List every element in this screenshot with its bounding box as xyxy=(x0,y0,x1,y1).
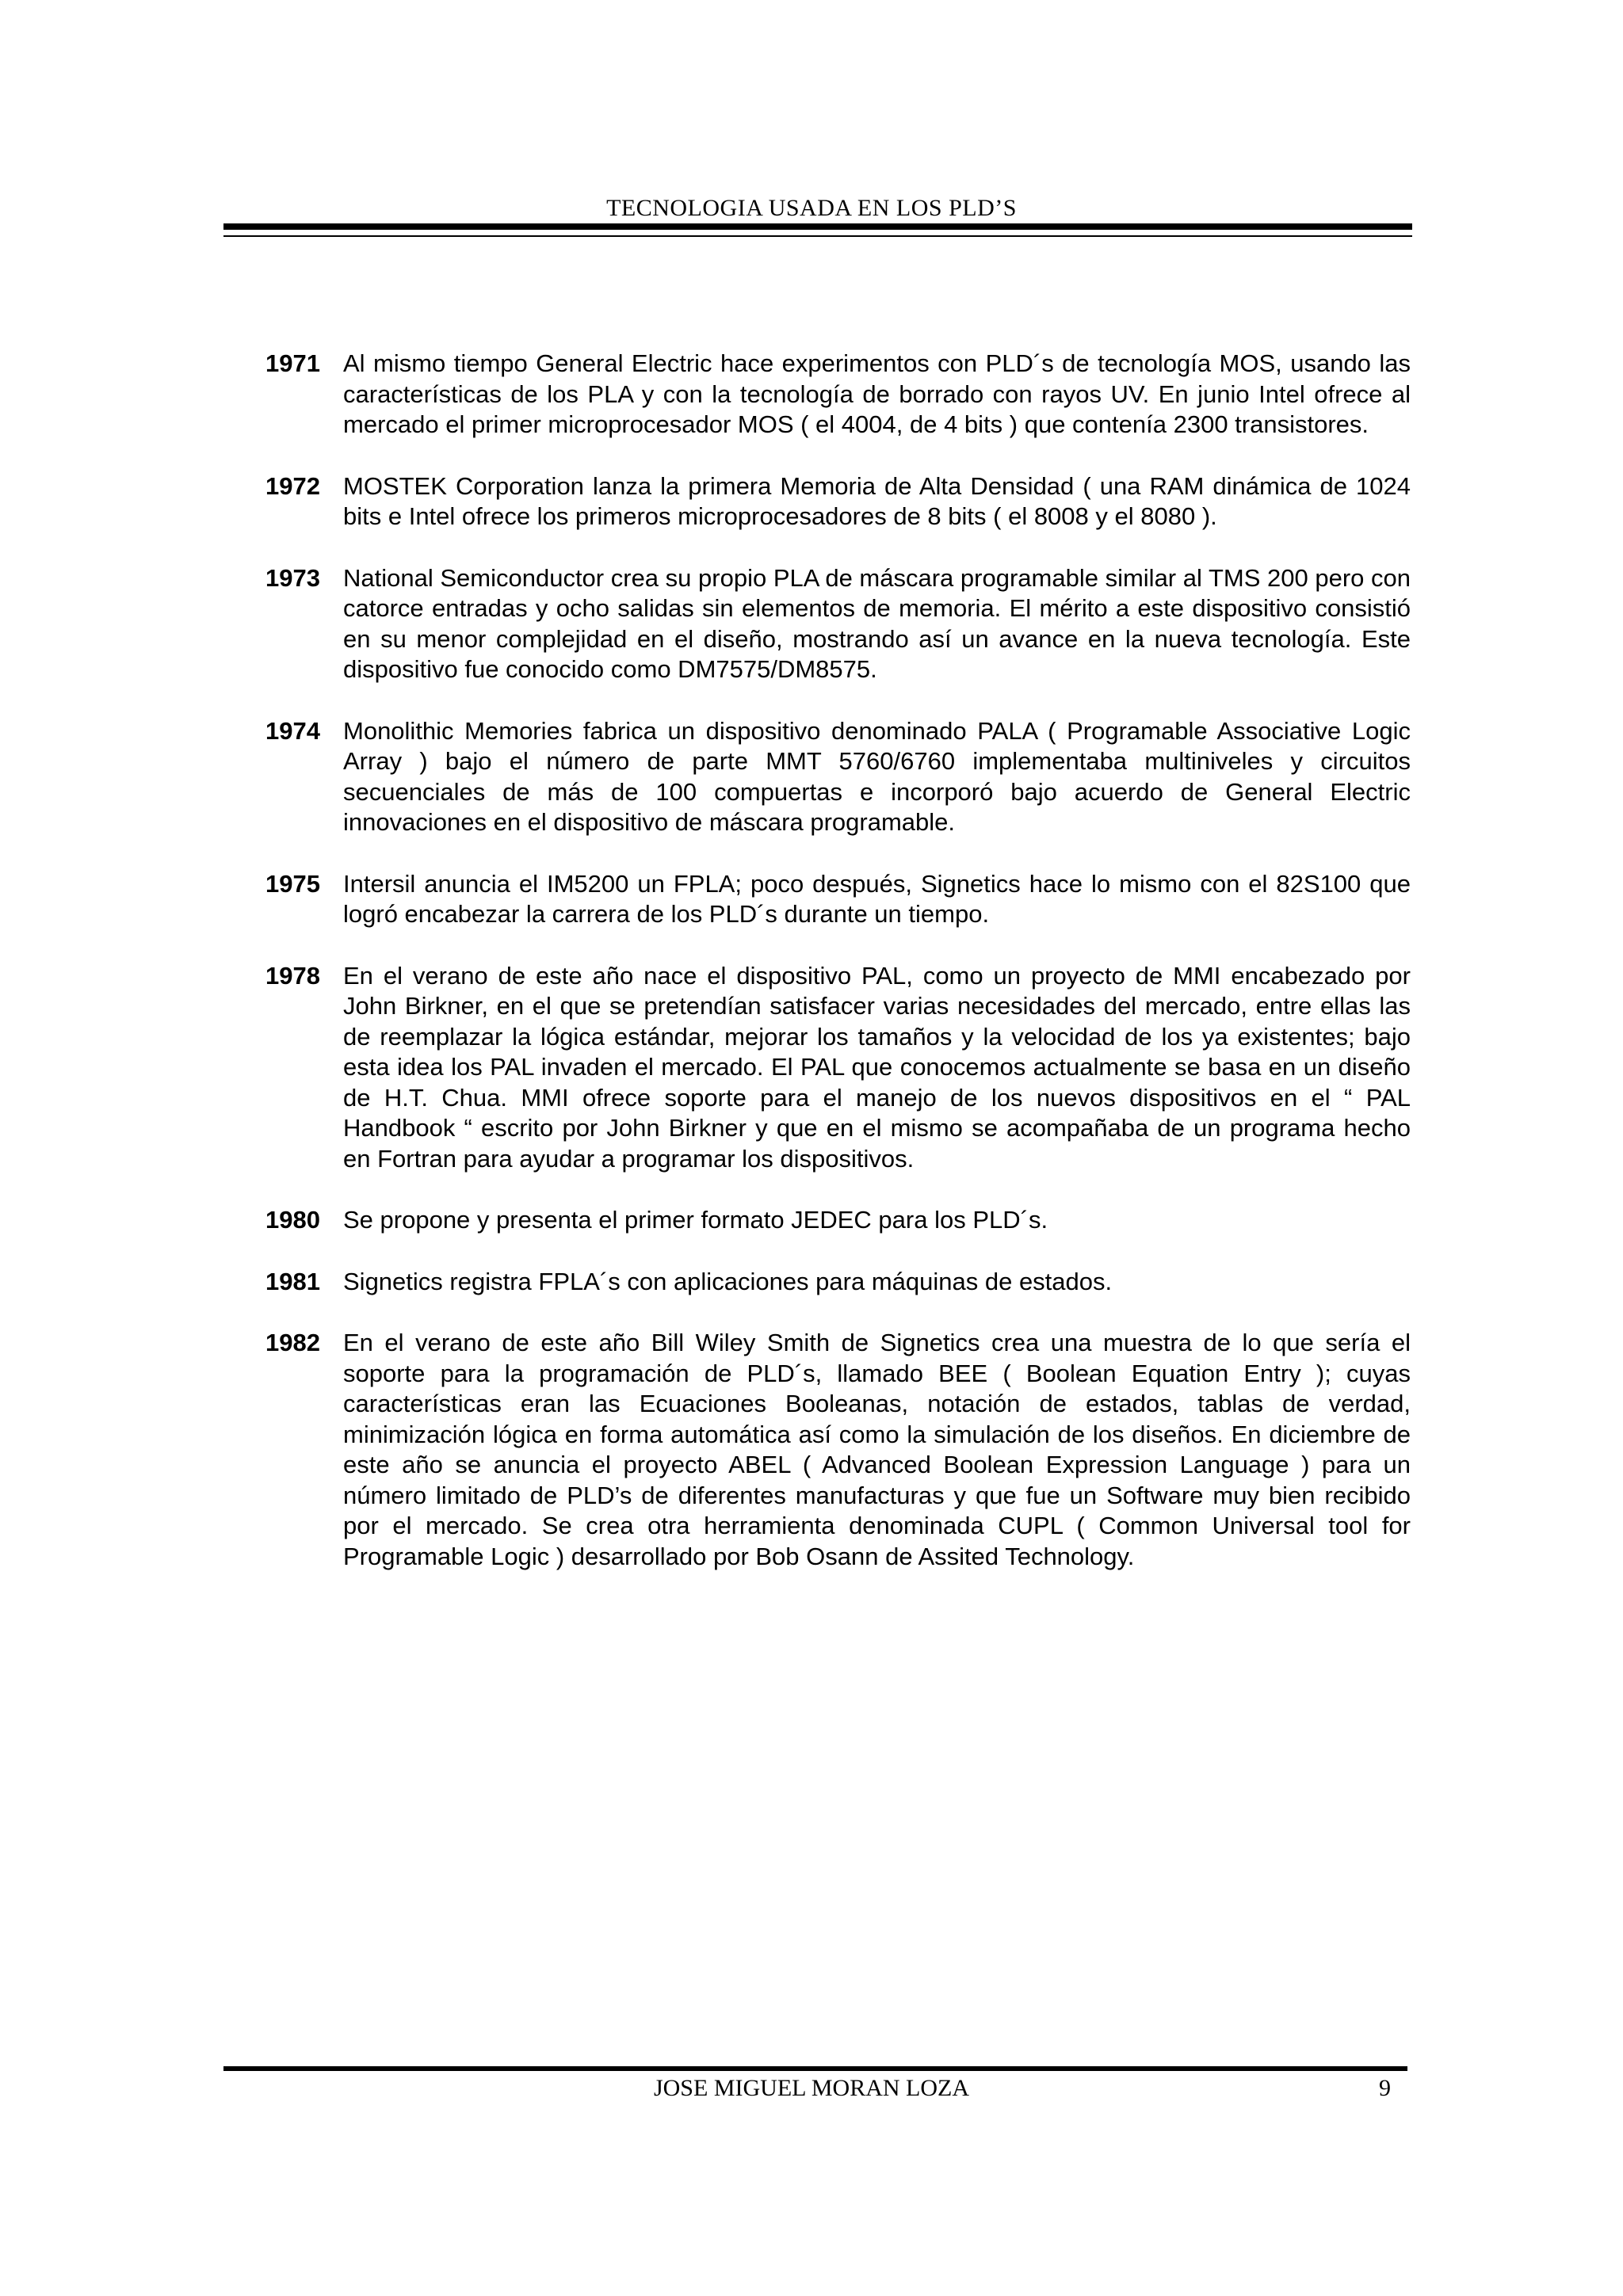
timeline-entry-1974 xyxy=(265,716,1411,838)
entry-year: 1980 xyxy=(265,1206,320,1234)
entry-text: En el verano de este año Bill Wiley Smith de Signetics crea una muestra de lo que sería el soporte para la programación de PLD´s, llamado BEE ( Boolean Equation Entry ); cuyas características eran las Ecuaciones Booleanas, notación de estados, tablas de verdad, minimización lógica en forma automática así como la simulación de los diseños. En diciembre de este año se anuncia el proyecto ABEL ( Advanced Boolean Expression Language ) para un número limitado de PLD’s de diferentes manufacturas y que fue un Software muy bien recibido por el mercado. Se crea otra herramienta denominada CUPL ( Common Universal tool for Programable Logic ) desarrollado por Bob Osann de Assited Technology. xyxy=(343,1329,1411,1570)
footer-author: JOSE MIGUEL MORAN LOZA xyxy=(653,2075,970,2101)
footer-rule xyxy=(223,2066,1407,2071)
timeline-entry-1981 xyxy=(265,1267,1411,1298)
entry-year: 1978 xyxy=(265,961,320,990)
entry-year: 1982 xyxy=(265,1329,320,1356)
timeline-list xyxy=(265,349,1411,1603)
entry-year: 1974 xyxy=(265,716,320,745)
timeline-entry-1978 xyxy=(265,961,1411,1175)
entry-text: Se propone y presenta el primer formato JEDEC para los PLD´s. xyxy=(343,1206,1048,1234)
entry-text: En el verano de este año nace el dispositivo PAL, como un proyecto de MMI encabezado por John Birkner, en el que se pretendían satisfacer varias necesidades del mercado, entre ellas las de reemplazar la lógica estándar, mejorar los tamaños y la velocidad de los ya existentes; bajo esta idea los PAL invaden el mercado. El PAL que conocemos actualmente se basa en un diseño de H.T. Chua. MMI ofrece soporte para el manejo de los nuevos dispositivos en el “ PAL Handbook “ escrito por John Birkner y que en el mismo se acompañaba de un programa hecho en Fortran para ayudar a programar los dispositivos. xyxy=(343,961,1411,1173)
entry-year: 1972 xyxy=(265,471,320,500)
timeline-entry-1982 xyxy=(265,1328,1411,1572)
entry-text: Signetics registra FPLA´s con aplicaciones para máquinas de estados. xyxy=(343,1267,1113,1295)
entry-text: Al mismo tiempo General Electric hace experimentos con PLD´s de tecnología MOS, usando las características de los PLA y con la tecnología de borrado con rayos UV. En junio Intel ofrece al mercado el primer microprocesador MOS ( el 4004, de 4 bits ) que contenía 2300 transistores. xyxy=(343,349,1411,438)
timeline-entry-1980 xyxy=(265,1205,1411,1236)
header-rule-thick xyxy=(223,223,1412,230)
entry-text: MOSTEK Corporation lanza la primera Memoria de Alta Densidad ( una RAM dinámica de 1024 bits e Intel ofrece los primeros microprocesadores de 8 bits ( el 8008 y el 8080 ). xyxy=(343,471,1411,530)
entry-text: Intersil anuncia el IM5200 un FPLA; poco después, Signetics hace lo mismo con el 82S100 que logró encabezar la carrera de los PLD´s durante un tiempo. xyxy=(343,869,1411,928)
running-header: TECNOLOGIA USADA EN LOS PLD’S xyxy=(606,195,1017,221)
timeline-entry-1975 xyxy=(265,869,1411,930)
entry-text: National Semiconductor crea su propio PLA de máscara programable similar al TMS 200 pero con catorce entradas y ocho salidas sin elementos de memoria. El mérito a este dispositivo consistió en su menor complejidad en el diseño, mostrando así un avance en la nueva tecnología. Este dispositivo fue conocido como DM7575/DM8575. xyxy=(343,563,1411,683)
entry-year: 1975 xyxy=(265,869,320,898)
page-number: 9 xyxy=(1379,2075,1391,2101)
entry-text: Monolithic Memories fabrica un dispositivo denominado PALA ( Programable Associative Logic Array ) bajo el número de parte MMT 5760/6760 implementaba multiniveles y circuitos secuenciales de más de 100 compuertas e incorporó bajo acuerdo de General Electric innovaciones en el dispositivo de máscara programable. xyxy=(343,716,1411,836)
timeline-entry-1973 xyxy=(265,563,1411,685)
entry-year: 1973 xyxy=(265,563,320,592)
timeline-entry-1971 xyxy=(265,349,1411,441)
entry-year: 1981 xyxy=(265,1267,320,1295)
header-rule-thin xyxy=(223,235,1412,237)
timeline-entry-1972 xyxy=(265,471,1411,532)
entry-year: 1971 xyxy=(265,349,320,377)
